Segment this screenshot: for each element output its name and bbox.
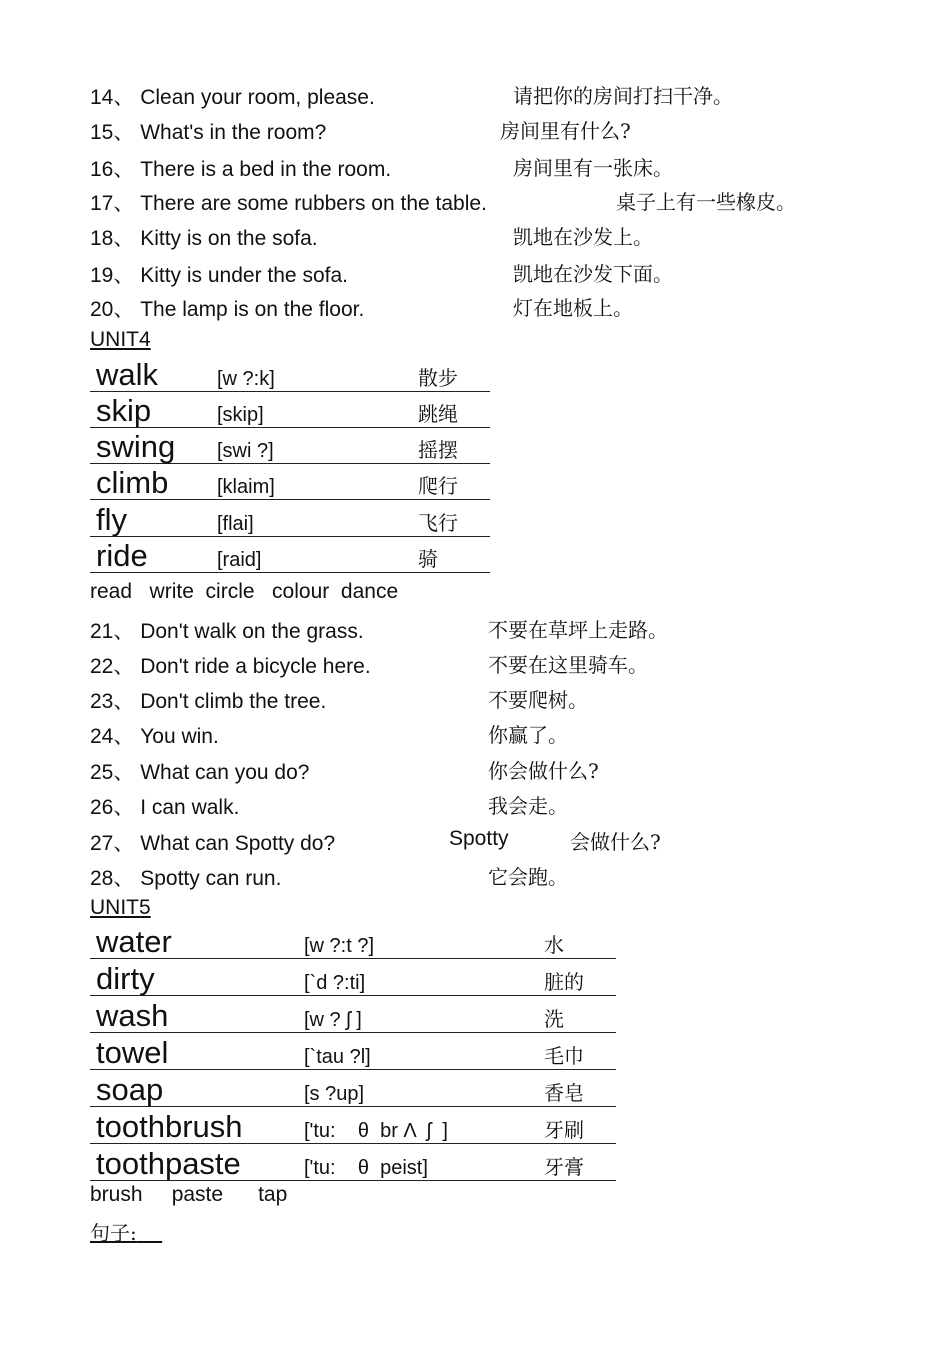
vocab-phonetic: [w ?:t ?]	[304, 935, 375, 957]
extra-words: brush paste tap	[90, 1183, 288, 1206]
vocab-meaning: 牙刷	[544, 1118, 584, 1142]
vocab-row	[90, 500, 490, 537]
vocab-word: skip	[96, 393, 152, 428]
sentence-translation: 凯地在沙发下面。	[513, 262, 673, 286]
vocab-meaning: 跳绳	[418, 402, 458, 426]
vocab-word: water	[96, 924, 172, 959]
vocab-meaning: 骑	[418, 547, 438, 571]
vocab-row	[90, 356, 490, 392]
unit-title: UNIT5	[90, 896, 151, 919]
vocab-row	[90, 392, 490, 428]
sentence-row: 21、 Don't walk on the grass.	[90, 620, 364, 643]
vocab-word: fly	[96, 502, 127, 537]
vocab-word: ride	[96, 538, 148, 573]
vocab-meaning: 牙膏	[544, 1155, 584, 1179]
vocab-meaning: 散步	[418, 366, 458, 390]
vocab-table	[90, 356, 490, 573]
sentence-label: 句子:	[90, 1221, 137, 1245]
sentence-translation: 不要爬树。	[488, 688, 588, 712]
sentence-translation: 凯地在沙发上。	[513, 225, 653, 249]
vocab-row	[90, 1144, 616, 1181]
vocab-phonetic: [`tau ?l]	[304, 1046, 371, 1068]
vocab-phonetic: [skip]	[217, 404, 264, 426]
sentence-translation: 不要在这里骑车。	[488, 653, 648, 677]
vocab-phonetic: ['tu: θ br Λ ʃ ]	[304, 1120, 448, 1142]
vocab-phonetic: [`d ?:ti]	[304, 972, 366, 994]
vocab-row	[90, 537, 490, 573]
sentence-row: 18、 Kitty is on the sofa.	[90, 227, 318, 250]
vocab-meaning: 香皂	[544, 1081, 584, 1105]
vocab-meaning: 洗	[544, 1007, 564, 1031]
sentence-row: 24、 You win.	[90, 725, 219, 748]
sentence-row: 27、 What can Spotty do?	[90, 832, 336, 855]
sentence-row: 19、 Kitty is under the sofa.	[90, 264, 348, 287]
sentence-translation: 灯在地板上。	[513, 296, 633, 320]
vocab-row	[90, 923, 616, 959]
vocab-phonetic: [w ? ʃ ]	[304, 1009, 362, 1031]
vocab-phonetic: [flai]	[217, 513, 254, 535]
vocab-row	[90, 428, 490, 464]
sentence-translation: 房间里有一张床。	[513, 156, 673, 180]
sentence-row: 22、 Don't ride a bicycle here.	[90, 655, 371, 678]
unit-title: UNIT4	[90, 328, 151, 351]
sentence-row: 28、 Spotty can run.	[90, 867, 282, 890]
sentence-translation: 你赢了。	[488, 723, 568, 747]
sentence-row: 15、 What's in the room?	[90, 121, 327, 144]
vocab-row	[90, 996, 616, 1033]
vocab-meaning: 毛巾	[544, 1044, 584, 1068]
vocab-meaning: 脏的	[544, 970, 584, 994]
sentence-row: 17、 There are some rubbers on the table.	[90, 192, 487, 215]
vocab-word: swing	[96, 429, 176, 464]
vocab-row	[90, 1070, 616, 1107]
vocab-phonetic: [raid]	[217, 549, 262, 571]
sentence-name: Spotty	[449, 827, 509, 850]
vocab-word: walk	[96, 357, 159, 392]
sentence-row: 20、 The lamp is on the floor.	[90, 298, 365, 321]
vocab-meaning: 水	[544, 933, 564, 957]
vocab-table	[90, 923, 616, 1181]
extra-words: read write circle colour dance	[90, 580, 399, 603]
vocab-row	[90, 1033, 616, 1070]
vocab-phonetic: ['tu: θ peist]	[304, 1157, 428, 1179]
sentence-row: 16、 There is a bed in the room.	[90, 158, 392, 181]
sentence-translation: 桌子上有一些橡皮。	[616, 190, 796, 214]
vocab-meaning: 飞行	[418, 511, 458, 535]
vocab-word: toothbrush	[96, 1109, 243, 1144]
vocab-phonetic: [klaim]	[217, 476, 275, 498]
vocab-word: dirty	[96, 961, 155, 996]
vocab-word: soap	[96, 1072, 164, 1107]
sentence-translation: 我会走。	[488, 794, 568, 818]
vocab-phonetic: [swi ?]	[217, 440, 274, 462]
vocab-word: wash	[96, 998, 169, 1033]
sentence-translation: 房间里有什么?	[500, 119, 631, 143]
sentence-row: 26、 I can walk.	[90, 796, 240, 819]
vocab-phonetic: [s ?up]	[304, 1083, 365, 1105]
sentence-row: 23、 Don't climb the tree.	[90, 690, 327, 713]
vocab-word: climb	[96, 465, 169, 500]
sentence-translation: 会做什么?	[570, 830, 661, 854]
sentence-row: 25、 What can you do?	[90, 761, 310, 784]
vocab-phonetic: [w ?:k]	[217, 368, 275, 390]
sentence-translation: 请把你的房间打扫干净。	[513, 84, 733, 108]
vocab-row	[90, 1107, 616, 1144]
vocab-word: toothpaste	[96, 1146, 241, 1181]
sentence-row: 14、 Clean your room, please.	[90, 86, 375, 109]
sentence-translation: 你会做什么?	[488, 759, 599, 783]
vocab-row	[90, 959, 616, 996]
sentence-translation: 它会跑。	[488, 865, 568, 889]
vocab-row	[90, 464, 490, 500]
vocab-meaning: 摇摆	[418, 438, 458, 462]
vocab-word: towel	[96, 1035, 169, 1070]
sentence-translation: 不要在草坪上走路。	[488, 618, 668, 642]
vocab-meaning: 爬行	[418, 474, 458, 498]
